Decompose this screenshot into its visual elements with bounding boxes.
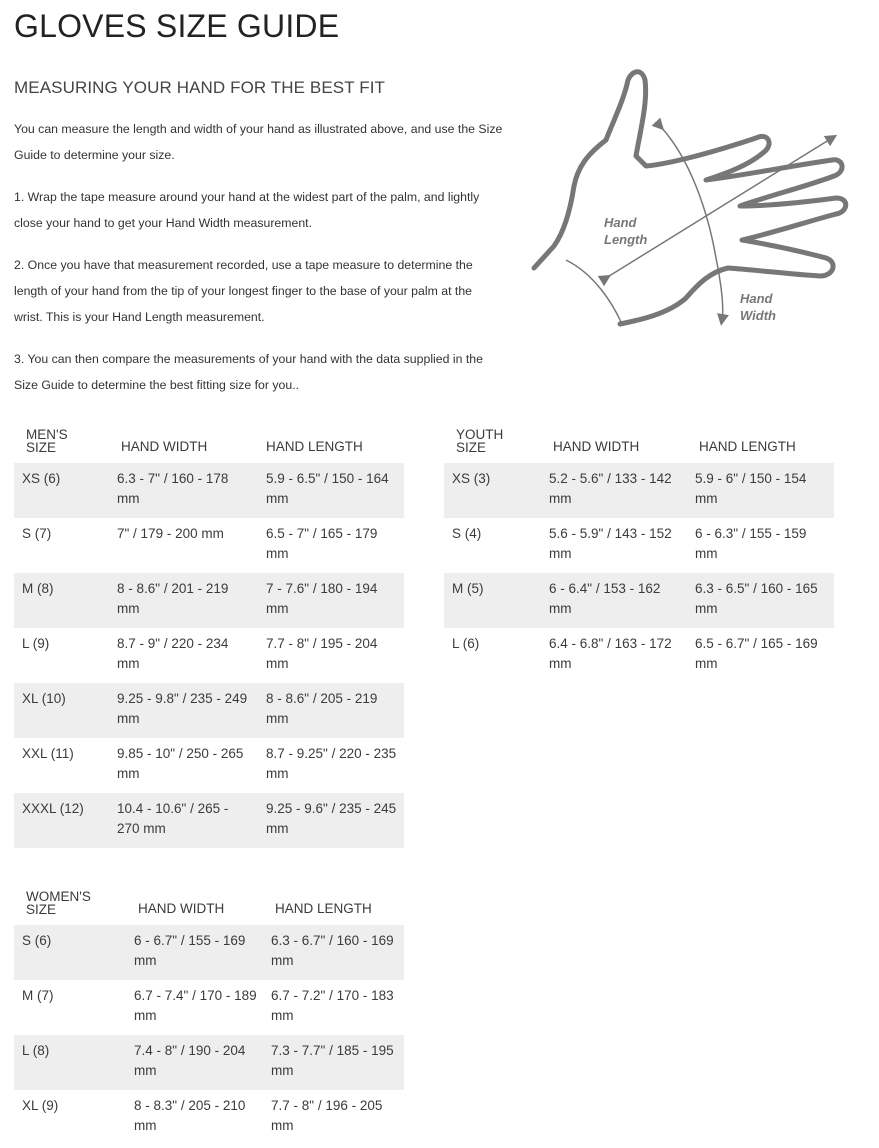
table-row — [14, 518, 404, 573]
table-row — [14, 573, 404, 628]
hand-width-cell: 6 - 6.7" / 155 - 169 mm — [126, 925, 263, 980]
table-row — [14, 925, 404, 980]
hand-width-cell: 7.4 - 8" / 190 - 204 mm — [126, 1035, 263, 1090]
hand-width-cell: 5.2 - 5.6" / 133 - 142 mm — [541, 463, 687, 518]
size-cell: XS (6) — [14, 463, 109, 518]
table-header-row — [14, 883, 404, 925]
size-cell: XXXL (12) — [14, 793, 109, 848]
hand-length-cell: 9.25 - 9.6" / 235 - 245 mm — [258, 793, 404, 848]
size-cell: XXL (11) — [22, 746, 74, 761]
step-2-paragraph: 2. Once you have that measurement recorded, use a tape measure to determine the length of your hand from the tip of your longest finger to the base of your palm at the wrist. This is your Hand Length measurement. — [14, 258, 473, 324]
step-3-paragraph: 3. You can then compare the measurements of your hand with the data supplied in the Size Guide to determine the best fitting size for you.. — [14, 352, 483, 392]
hand-width-cell: 9.25 - 9.8" / 235 - 249 mm — [109, 683, 258, 738]
size-cell: L (6) — [452, 636, 480, 651]
hand-length-cell: 6.3 - 6.7" / 160 - 169 mm — [263, 925, 404, 980]
hand-width-cell: 6.4 - 6.8" / 163 - 172 mm — [549, 636, 672, 671]
table-row — [14, 628, 404, 683]
hand-length-cell: 6.5 - 7" / 165 - 179 mm — [266, 526, 378, 561]
youth-size-table — [444, 421, 834, 683]
hand-width-cell: 8 - 8.6" / 201 - 219 mm — [109, 573, 258, 628]
intro-paragraph: You can measure the length and width of your hand as illustrated above, and use the Size Guide to determine your size. — [14, 122, 503, 162]
hand-length-column-header: HAND LENGTH — [275, 901, 372, 916]
size-cell: L (8) — [14, 1035, 126, 1090]
hand-length-cell: 5.9 - 6.5" / 150 - 164 mm — [258, 463, 404, 518]
hand-length-cell: 7.7 - 8" / 195 - 204 mm — [266, 636, 378, 671]
hand-width-cell: 9.85 - 10" / 250 - 265 mm — [117, 746, 244, 781]
size-cell: S (4) — [452, 526, 482, 541]
size-column-header: WOMEN'S SIZE — [26, 889, 91, 917]
hand-length-cell: 7 - 7.6" / 180 - 194 mm — [258, 573, 404, 628]
size-column-header: MEN'S SIZE — [26, 427, 68, 455]
hand-length-cell: 8 - 8.6" / 205 - 219 mm — [258, 683, 404, 738]
table-row — [14, 793, 404, 848]
step-1-paragraph: 1. Wrap the tape measure around your hand at the widest part of the palm, and lightly close your hand to get your Hand Width measurement. — [14, 190, 480, 230]
table-row — [14, 683, 404, 738]
hand-width-label: Hand Width — [740, 291, 776, 323]
table-row — [14, 980, 404, 1035]
size-column-header: YOUTH SIZE — [456, 427, 504, 455]
hand-width-cell: 6.3 - 7" / 160 - 178 mm — [109, 463, 258, 518]
table-header-row — [444, 421, 834, 463]
hand-length-cell: 7.7 - 8" / 196 - 205 mm — [271, 1098, 383, 1133]
mens-size-table — [14, 421, 404, 848]
size-cell: XL (9) — [22, 1098, 59, 1113]
hand-width-cell: 8.7 - 9" / 220 - 234 mm — [117, 636, 229, 671]
hand-length-cell: 7.3 - 7.7" / 185 - 195 mm — [263, 1035, 404, 1090]
table-row — [14, 738, 404, 793]
table-row — [14, 1090, 404, 1145]
hand-width-cell: 6 - 6.4" / 153 - 162 mm — [541, 573, 687, 628]
table-row — [444, 628, 834, 683]
table-row — [14, 1035, 404, 1090]
hand-width-cell: 5.6 - 5.9" / 143 - 152 mm — [549, 526, 672, 561]
hand-length-cell: 6.5 - 6.7" / 165 - 169 mm — [695, 636, 818, 671]
hand-width-cell: 10.4 - 10.6" / 265 - 270 mm — [109, 793, 258, 848]
hand-measurement-illustration — [528, 62, 858, 337]
hand-length-cell: 5.9 - 6" / 150 - 154 mm — [687, 463, 834, 518]
size-cell: S (7) — [22, 526, 52, 541]
wrist-curve — [566, 260, 622, 324]
table-row — [444, 573, 834, 628]
size-cell: S (6) — [14, 925, 126, 980]
hand-width-cell: 7" / 179 - 200 mm — [117, 526, 224, 541]
hand-length-column-header: HAND LENGTH — [699, 439, 796, 454]
hand-width-cell: 8 - 8.3" / 205 - 210 mm — [134, 1098, 246, 1133]
table-row — [444, 518, 834, 573]
instructions — [14, 116, 504, 414]
hand-length-cell: 6 - 6.3" / 155 - 159 mm — [695, 526, 807, 561]
hand-width-column-header: HAND WIDTH — [121, 439, 208, 454]
size-cell: XL (10) — [14, 683, 109, 738]
hand-length-label: Hand Length — [604, 215, 648, 247]
page-title: GLOVES SIZE GUIDE — [14, 8, 340, 44]
hand-length-cell: 6.3 - 6.5" / 160 - 165 mm — [687, 573, 834, 628]
table-row — [444, 463, 834, 518]
table-row — [14, 463, 404, 518]
hand-length-column-header: HAND LENGTH — [266, 439, 363, 454]
hand-width-cell: 6.7 - 7.4" / 170 - 189 mm — [134, 988, 257, 1023]
size-cell: M (7) — [22, 988, 54, 1003]
hand-width-column-header: HAND WIDTH — [553, 439, 640, 454]
hand-length-cell: 8.7 - 9.25" / 220 - 235 mm — [266, 746, 397, 781]
hand-width-column-header: HAND WIDTH — [138, 901, 225, 916]
table-header-row — [14, 421, 404, 463]
size-cell: M (5) — [444, 573, 541, 628]
size-cell: L (9) — [22, 636, 50, 651]
womens-size-table — [14, 883, 404, 1145]
hand-length-cell: 6.7 - 7.2" / 170 - 183 mm — [271, 988, 394, 1023]
hand-outline — [534, 72, 846, 324]
size-cell: M (8) — [14, 573, 109, 628]
size-cell: XS (3) — [444, 463, 541, 518]
section-heading: MEASURING YOUR HAND FOR THE BEST FIT — [14, 78, 386, 97]
